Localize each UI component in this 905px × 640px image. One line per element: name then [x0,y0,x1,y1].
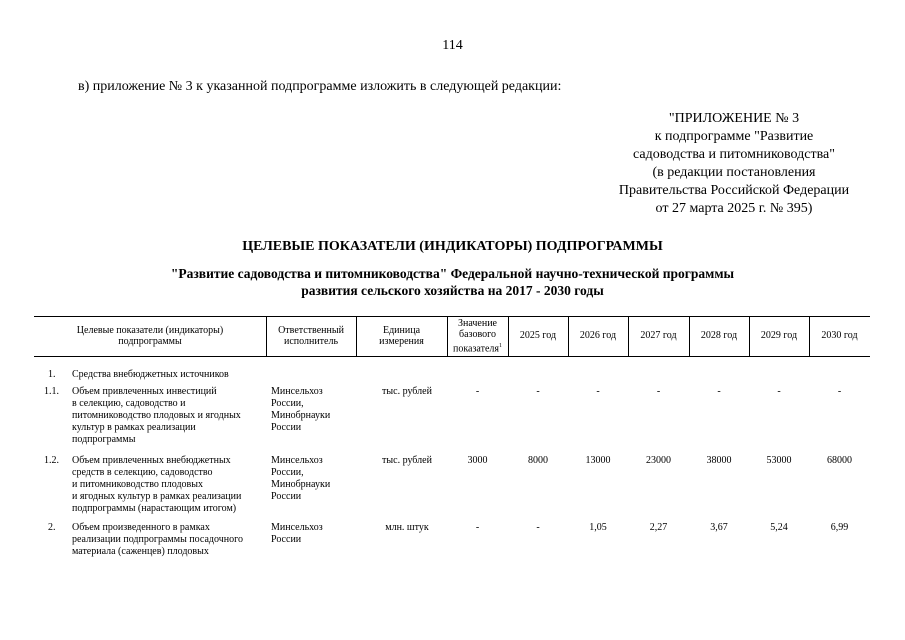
row-value: - [536,522,540,533]
page-number: 114 [442,38,463,53]
row-value: 1,05 [589,522,607,533]
row-number: 2. [48,522,56,533]
row-responsible: Минсельхоз России, Минобрнауки России [271,455,331,502]
row-value: - [656,386,661,397]
appendix-line: садоводства и питомниководства" [633,147,835,162]
subtitle-line: "Развитие садоводства и питомниководства" Федеральной научно-технической программы [170,266,735,281]
row-indicator: Объем привлеченных внебюджетных средств в селекцию, садоводство и питомниководство плодовых и ягодных культур в рамках реализации подпрограммы (нарастающим итогом) [72,455,242,514]
header-year: 2026 год [579,330,617,342]
appendix-line: "ПРИЛОЖЕНИЕ № 3 [668,111,800,126]
subtitle-line: развития сельского хозяйства на 2017 - 2030 годы [301,283,604,298]
row-value: 38000 [706,455,732,466]
appendix-heading [600,110,868,218]
appendix-line: Правительства Российской Федерации [618,183,850,198]
header-unit: Единица измерения [379,324,424,347]
row-value: 3,67 [710,522,728,533]
header-indicator: Целевые показатели (индикаторы) подпрограммы [76,324,224,347]
row-indicator: Объем привлеченных инвестиций в селекцию, садоводство и питомниководство плодовых и ягодных культур в рамках реализации подпрограммы [72,386,241,445]
row-number: 1.2. [44,455,59,466]
appendix-line: от 27 марта 2025 г. № 395) [655,201,813,216]
document-subtitle [0,265,905,299]
row-value: 3000 [467,455,488,466]
header-year: 2025 год [519,330,557,342]
row-value: 8000 [528,455,548,466]
row-value: 2,27 [649,522,668,533]
row-value: - [837,386,842,397]
table-header-rule [34,356,870,357]
section-title: Средства внебюджетных источников [72,369,229,380]
document-title: ЦЕЛЕВЫЕ ПОКАЗАТЕЛИ (ИНДИКАТОРЫ) ПОДПРОГРАММЫ [242,239,663,254]
row-responsible: Минсельхоз России, Минобрнауки России [271,386,331,433]
row-unit: тыс. рублей [382,455,432,466]
footnote-marker: 1 [499,342,503,349]
row-value: 68000 [827,455,852,466]
row-value: - [717,386,721,397]
row-value: - [596,386,600,397]
section-number: 1. [48,369,56,380]
header-responsible: Ответственный исполнитель [278,324,344,347]
row-value: 5,24 [770,522,788,533]
row-value: - [777,386,781,397]
header-year: 2029 год [760,330,798,342]
row-value: - [475,522,480,533]
row-value: 53000 [766,455,792,466]
header-base-value [447,316,508,356]
row-unit: млн. штук [385,522,429,533]
row-value: 6,99 [830,522,849,533]
appendix-line: к подпрограмме "Развитие [654,129,814,144]
row-value: - [536,386,540,397]
row-value: 13000 [585,455,611,466]
row-number: 1.1. [44,386,59,397]
header-year: 2027 год [640,330,677,342]
row-unit: тыс. рублей [382,386,432,397]
row-responsible: Минсельхоз России [271,522,323,545]
header-base-value-text: Значение базового показателя [452,317,500,354]
appendix-line: (в редакции постановления [652,165,816,180]
row-indicator: Объем произведенного в рамках реализации подпрограммы посадочного материала (саженцев) плодовых [72,522,243,557]
intro-text: в) приложение № 3 к указанной подпрограмме изложить в следующей редакции: [78,79,562,94]
header-year: 2030 год [821,330,858,342]
row-value: 23000 [646,455,671,466]
row-value: - [475,386,480,397]
header-year: 2028 год [700,330,738,342]
